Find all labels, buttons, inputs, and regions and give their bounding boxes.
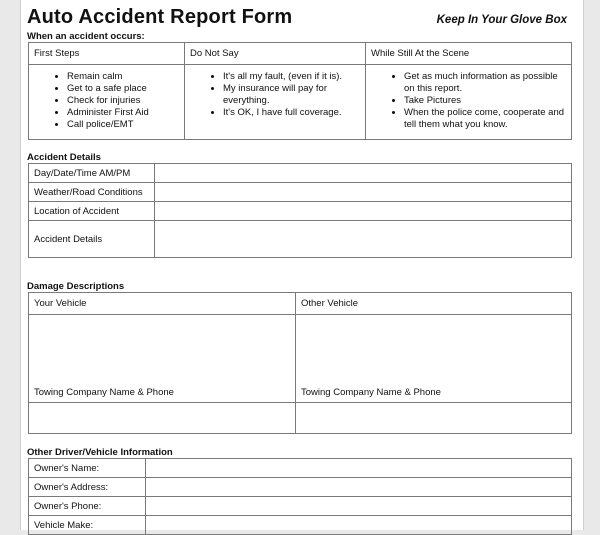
location-field[interactable] <box>155 202 572 221</box>
accident-details-label: Accident Details <box>29 221 155 258</box>
your-towing-field[interactable] <box>29 403 296 434</box>
your-vehicle-header: Your Vehicle <box>29 293 296 315</box>
your-vehicle-damage-field[interactable] <box>29 315 296 403</box>
owner-phone-label: Owner's Phone: <box>29 497 146 516</box>
weather-road-field[interactable] <box>155 183 572 202</box>
do-not-say-list-cell <box>185 65 366 140</box>
towing-right-label: Towing Company Name & Phone <box>301 387 441 398</box>
vehicle-make-label: Vehicle Make: <box>29 516 146 535</box>
list-item: • When the police come, cooperate and tell them what you know. <box>404 107 565 131</box>
list-item: • Take Pictures <box>404 95 565 107</box>
when-occurs-table <box>28 42 572 140</box>
accident-details-table <box>28 163 572 258</box>
other-driver-table <box>28 458 572 535</box>
list-item: • It's all my fault, (even if it is). <box>223 71 359 83</box>
first-steps-list <box>29 65 184 131</box>
owner-address-label: Owner's Address: <box>29 478 146 497</box>
day-date-time-field[interactable] <box>155 164 572 183</box>
section-when-occurs-heading: When an accident occurs: <box>27 31 145 42</box>
damage-table <box>28 292 572 434</box>
first-steps-list-cell <box>29 65 185 140</box>
other-vehicle-header: Other Vehicle <box>296 293 572 315</box>
owner-name-field[interactable] <box>146 459 572 478</box>
owner-address-field[interactable] <box>146 478 572 497</box>
form-subtitle: Keep In Your Glove Box <box>436 14 567 26</box>
list-item: • Get as much information as possible on this report. <box>404 71 565 95</box>
first-steps-header: First Steps <box>29 43 185 65</box>
do-not-say-header: Do Not Say <box>185 43 366 65</box>
section-damage-heading: Damage Descriptions <box>27 281 125 292</box>
vehicle-make-field[interactable] <box>146 516 572 535</box>
form-sheet <box>20 0 584 530</box>
owner-name-label: Owner's Name: <box>29 459 146 478</box>
section-accident-details-heading: Accident Details <box>27 152 101 163</box>
list-item: • Call police/EMT <box>67 119 178 131</box>
list-item: • Get to a safe place <box>67 83 178 95</box>
at-scene-list <box>366 65 571 131</box>
at-scene-header: While Still At the Scene <box>366 43 572 65</box>
other-towing-field[interactable] <box>296 403 572 434</box>
list-item: • It's OK, I have full coverage. <box>223 107 359 119</box>
list-item: • Administer First Aid <box>67 107 178 119</box>
accident-details-field[interactable] <box>155 221 572 258</box>
weather-road-label: Weather/Road Conditions <box>29 183 155 202</box>
section-other-driver-heading: Other Driver/Vehicle Information <box>27 447 173 458</box>
list-item: • Check for injuries <box>67 95 178 107</box>
form-title: Auto Accident Report Form <box>27 6 293 28</box>
list-item: • My insurance will pay for everything. <box>223 83 359 107</box>
list-item: • Remain calm <box>67 71 178 83</box>
towing-left-label: Towing Company Name & Phone <box>34 387 174 398</box>
location-label: Location of Accident <box>29 202 155 221</box>
at-scene-list-cell <box>366 65 572 140</box>
owner-phone-field[interactable] <box>146 497 572 516</box>
day-date-time-label: Day/Date/Time AM/PM <box>29 164 155 183</box>
do-not-say-list <box>185 65 365 119</box>
other-vehicle-damage-field[interactable] <box>296 315 572 403</box>
